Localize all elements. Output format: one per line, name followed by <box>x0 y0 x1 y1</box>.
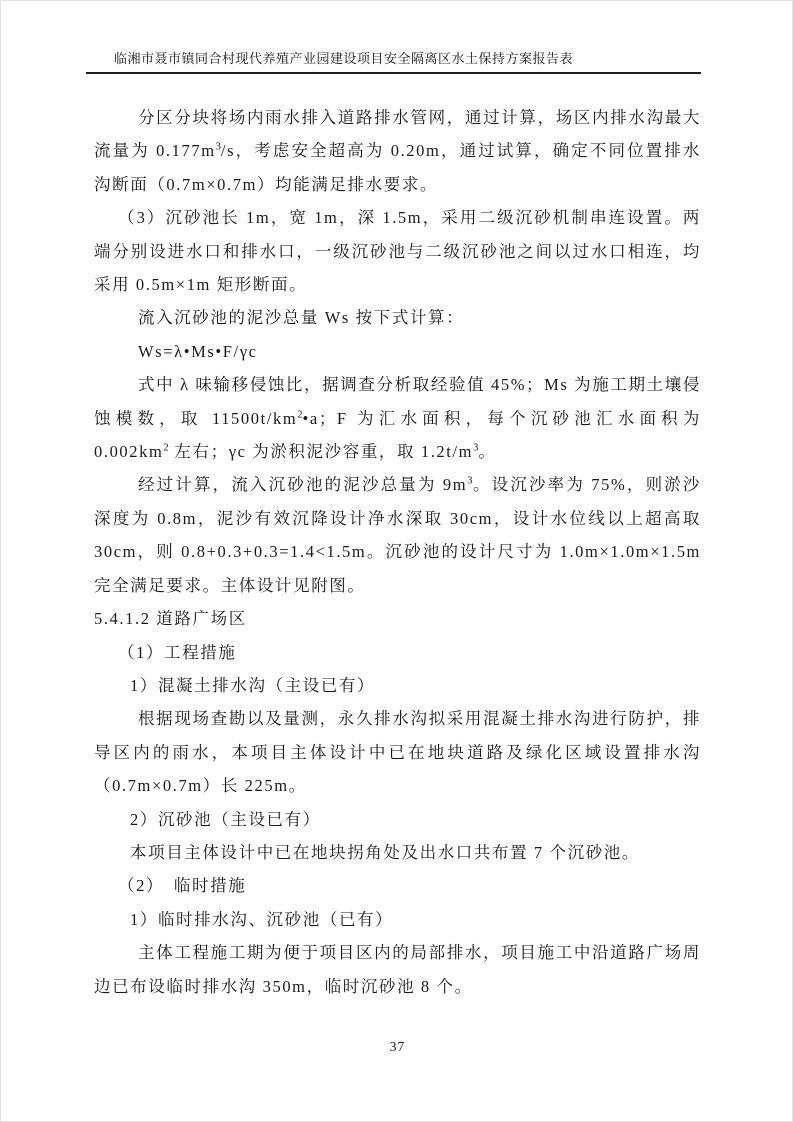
para-drainage-flow-calc: 分区分块将场内雨水排入道路排水管网，通过计算，场区内排水沟最大流量为 $0.177m^3/s$，考虑安全超高为 0.20m，通过试算，确定不同位置排水沟断面（0.7m×0.7m）均能满足排水要求。 <box>94 108 701 194</box>
page-header <box>86 51 701 74</box>
para-engineering-measures: （1）工程措施 <box>118 642 237 662</box>
page-footer <box>94 1039 701 1055</box>
header-title: 临湘市聂市镇同合村现代养殖产业园建设项目安全隔离区水土保持方案报告表 <box>114 51 574 66</box>
heading-road-square-zone: 5.4.1.2 道路广场区 <box>94 609 247 629</box>
para-temp-drain-desc: 主体工程施工期为便于项目区内的局部排水，项目施工中沿道路广场周边已布设临时排水沟 350m，临时沉砂池 8 个。 <box>94 943 701 996</box>
para-silt-basin-item: 2）沉砂池（主设已有） <box>130 809 321 829</box>
para-sediment-formula-intro: 流入沉砂池的泥沙总量 Ws 按下式计算： <box>138 308 465 328</box>
para-temp-drain-item: 1）临时排水沟、沉砂池（已有） <box>130 909 394 929</box>
para-formula-parameters: 式中 λ 味输移侵蚀比，据调查分析取经验值 45%；Ms 为施工期土壤侵蚀模数，取 $11500t/km^2•a$；F 为汇水面积，每个沉砂池汇水面积为 $0.002km^2$ 左右；γc 为淤积泥沙容重，取 $1.2t/m^3$。 <box>94 375 701 462</box>
para-concrete-drain-item: 1）混凝土排水沟（主设已有） <box>130 675 376 695</box>
para-silt-basin-layout: 本项目主体设计中已在地块拐角处及出水口共布置 7 个沉砂池。 <box>130 842 640 862</box>
document-body <box>94 101 701 1003</box>
para-sediment-calc-result: 经过计算，流入沉砂池的泥沙总量为 $9m^3$。设沉沙率为 75%，则淤沙深度为 0.8m，泥沙有效沉降设计净水深取 30cm，设计水位线以上超高取 30cm，则 0.8+0.3+0.3=1.4<1.5m。沉砂池的设计尺寸为 1.0m×1.0m×1.5m 完全满足要求。主体设计见附图。 <box>94 475 701 595</box>
para-temporary-measures: （2） 临时措施 <box>118 876 247 896</box>
para-silt-basin-design: （3）沉砂池长 1m，宽 1m，深 1.5m，采用二级沉砂机制串连设置。两端分别设进水口和排水口，一级沉砂池与二级沉砂池之间以过水口相连，均采用 0.5m×1m 矩形断面。 <box>94 208 701 295</box>
para-sediment-formula: Ws=λ•Ms•F/γc <box>138 341 258 361</box>
page-number: 37 <box>389 1039 406 1054</box>
para-site-survey: 根据现场查勘以及量测，永久排水沟拟采用混凝土排水沟进行防护，排导区内的雨水，本项目主体设计中已在地块道路及绿化区域设置排水沟（0.7m×0.7m）长 225m。 <box>94 709 701 796</box>
